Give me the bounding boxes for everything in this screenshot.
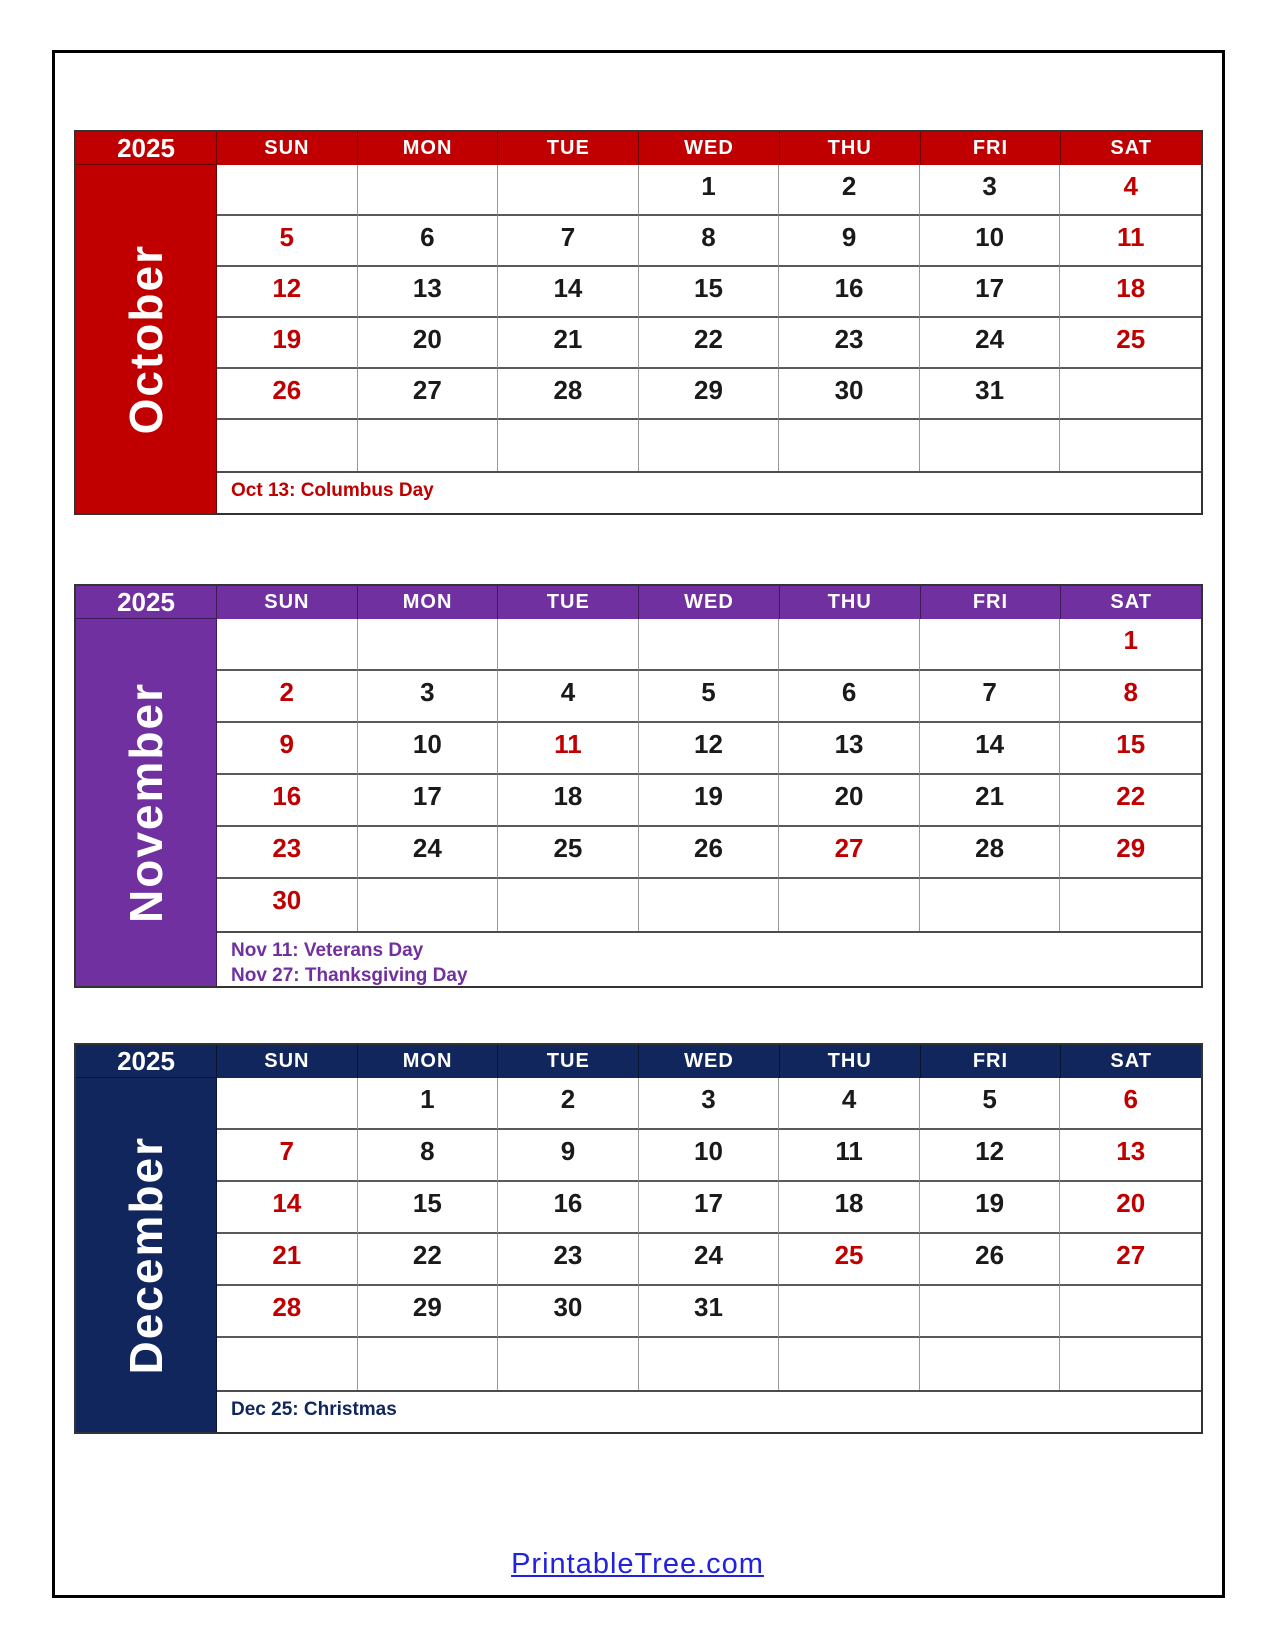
- day-cell-empty: [498, 879, 639, 931]
- month-label-text: November: [120, 682, 172, 923]
- day-cell-empty: [779, 879, 920, 931]
- day-header-sat: SAT: [1110, 137, 1152, 159]
- day-cell-28: 28: [217, 1286, 358, 1338]
- day-cell-22: 22: [1060, 775, 1201, 827]
- day-cell-empty: [639, 879, 780, 931]
- day-cell-29: 29: [639, 369, 780, 420]
- month-label: [76, 619, 217, 986]
- day-cell-empty: [498, 1338, 639, 1390]
- day-cell-empty: [1060, 420, 1201, 471]
- day-cell-11: 11: [779, 1130, 920, 1182]
- day-cell-5: 5: [217, 216, 358, 267]
- day-cell-25: 25: [1060, 318, 1201, 369]
- day-cell-empty: [920, 879, 1061, 931]
- day-cell-17: 17: [920, 267, 1061, 318]
- day-cell-9: 9: [217, 723, 358, 775]
- day-cell-13: 13: [358, 267, 499, 318]
- day-cell-17: 17: [639, 1182, 780, 1234]
- day-cell-21: 21: [498, 318, 639, 369]
- day-cell-empty: [779, 420, 920, 471]
- day-cell-8: 8: [639, 216, 780, 267]
- holiday-note: Nov 27: Thanksgiving Day: [231, 965, 468, 986]
- holiday-note: Oct 13: Columbus Day: [231, 480, 434, 501]
- day-header-fri: FRI: [921, 1045, 1062, 1078]
- day-cell-empty: [1060, 1338, 1201, 1390]
- day-header-sat: SAT: [1110, 591, 1152, 613]
- year-label: 2025: [76, 1045, 217, 1078]
- day-cell-2: 2: [217, 671, 358, 723]
- day-cell-10: 10: [920, 216, 1061, 267]
- day-cell-empty: [217, 619, 358, 671]
- day-cell-25: 25: [498, 827, 639, 879]
- day-cell-3: 3: [358, 671, 499, 723]
- day-header-sun: SUN: [217, 132, 358, 165]
- day-cell-6: 6: [1060, 1078, 1201, 1130]
- day-cell-empty: [1060, 1286, 1201, 1338]
- day-header-thu: THU: [780, 1045, 921, 1078]
- day-cell-29: 29: [1060, 827, 1201, 879]
- day-cell-empty: [358, 1338, 499, 1390]
- day-cell-8: 8: [358, 1130, 499, 1182]
- calendar-header: [76, 1045, 1201, 1078]
- holiday-notes: [217, 1392, 1201, 1432]
- day-cell-24: 24: [920, 318, 1061, 369]
- day-cell-20: 20: [358, 318, 499, 369]
- calendar-header: [76, 586, 1201, 619]
- day-cell-empty: [358, 619, 499, 671]
- day-cell-30: 30: [779, 369, 920, 420]
- day-header-mon: MON: [358, 132, 499, 165]
- month-grid: [217, 1078, 1201, 1392]
- day-cell-15: 15: [639, 267, 780, 318]
- day-cell-29: 29: [358, 1286, 499, 1338]
- day-cell-empty: [358, 879, 499, 931]
- day-header-wed: WED: [639, 132, 780, 165]
- day-cell-13: 13: [779, 723, 920, 775]
- day-cell-23: 23: [779, 318, 920, 369]
- day-cell-13: 13: [1060, 1130, 1201, 1182]
- day-cell-27: 27: [779, 827, 920, 879]
- day-header-wed: WED: [639, 1045, 780, 1078]
- day-cell-2: 2: [498, 1078, 639, 1130]
- day-cell-empty: [217, 165, 358, 216]
- year-label: 2025: [76, 132, 217, 165]
- day-cell-27: 27: [358, 369, 499, 420]
- day-cell-5: 5: [639, 671, 780, 723]
- day-cell-20: 20: [779, 775, 920, 827]
- calendar-october: [74, 130, 1203, 515]
- day-header-thu: THU: [780, 132, 921, 165]
- month-label: [76, 165, 217, 513]
- day-cell-empty: [1060, 369, 1201, 420]
- day-cell-21: 21: [217, 1234, 358, 1286]
- holiday-notes: [217, 933, 1201, 986]
- day-cell-empty: [639, 1338, 780, 1390]
- day-cell-7: 7: [920, 671, 1061, 723]
- day-cell-23: 23: [217, 827, 358, 879]
- day-cell-26: 26: [920, 1234, 1061, 1286]
- day-cell-14: 14: [217, 1182, 358, 1234]
- day-cell-2: 2: [779, 165, 920, 216]
- day-cell-27: 27: [1060, 1234, 1201, 1286]
- day-cell-15: 15: [1060, 723, 1201, 775]
- month-grid: [217, 165, 1201, 473]
- day-cell-18: 18: [498, 775, 639, 827]
- day-cell-18: 18: [1060, 267, 1201, 318]
- day-cell-empty: [920, 1338, 1061, 1390]
- day-cell-24: 24: [358, 827, 499, 879]
- printabletree-link[interactable]: PrintableTree.com: [511, 1548, 764, 1580]
- year-label: 2025: [76, 586, 217, 619]
- day-cell-12: 12: [920, 1130, 1061, 1182]
- footer: [0, 1548, 1275, 1581]
- day-cell-19: 19: [217, 318, 358, 369]
- day-cell-3: 3: [639, 1078, 780, 1130]
- day-cell-12: 12: [217, 267, 358, 318]
- holiday-note: Nov 11: Veterans Day: [231, 940, 424, 961]
- day-header-tue: TUE: [498, 132, 639, 165]
- day-cell-21: 21: [920, 775, 1061, 827]
- day-cell-11: 11: [1060, 216, 1201, 267]
- day-cell-22: 22: [358, 1234, 499, 1286]
- day-cell-12: 12: [639, 723, 780, 775]
- calendar-december: [74, 1043, 1203, 1434]
- day-header-tue: TUE: [498, 1045, 639, 1078]
- day-cell-30: 30: [217, 879, 358, 931]
- day-cell-11: 11: [498, 723, 639, 775]
- day-cell-26: 26: [217, 369, 358, 420]
- day-cell-24: 24: [639, 1234, 780, 1286]
- day-cell-26: 26: [639, 827, 780, 879]
- day-cell-9: 9: [498, 1130, 639, 1182]
- day-cell-1: 1: [1060, 619, 1201, 671]
- day-cell-empty: [779, 1286, 920, 1338]
- day-cell-empty: [498, 420, 639, 471]
- day-header-thu: THU: [780, 586, 921, 619]
- day-cell-28: 28: [920, 827, 1061, 879]
- day-cell-6: 6: [358, 216, 499, 267]
- day-cell-5: 5: [920, 1078, 1061, 1130]
- holiday-note: Dec 25: Christmas: [231, 1399, 397, 1420]
- day-cell-4: 4: [498, 671, 639, 723]
- day-header-wed: WED: [639, 586, 780, 619]
- day-cell-empty: [779, 1338, 920, 1390]
- day-cell-28: 28: [498, 369, 639, 420]
- day-header-sat: SAT: [1110, 1050, 1152, 1072]
- day-cell-4: 4: [1060, 165, 1201, 216]
- day-cell-empty: [920, 1286, 1061, 1338]
- day-cell-17: 17: [358, 775, 499, 827]
- day-cell-4: 4: [779, 1078, 920, 1130]
- day-cell-10: 10: [358, 723, 499, 775]
- calendar-november: [74, 584, 1203, 988]
- day-cell-empty: [1060, 879, 1201, 931]
- day-cell-31: 31: [920, 369, 1061, 420]
- month-label: [76, 1078, 217, 1432]
- day-cell-empty: [498, 165, 639, 216]
- calendar-header: [76, 132, 1201, 165]
- day-cell-22: 22: [639, 318, 780, 369]
- day-cell-16: 16: [217, 775, 358, 827]
- day-cell-empty: [498, 619, 639, 671]
- day-header-mon: MON: [358, 1045, 499, 1078]
- day-cell-9: 9: [779, 216, 920, 267]
- day-cell-7: 7: [217, 1130, 358, 1182]
- day-cell-6: 6: [779, 671, 920, 723]
- day-cell-empty: [358, 420, 499, 471]
- day-cell-19: 19: [920, 1182, 1061, 1234]
- day-cell-empty: [217, 1078, 358, 1130]
- day-cell-19: 19: [639, 775, 780, 827]
- day-header-tue: TUE: [498, 586, 639, 619]
- day-cell-8: 8: [1060, 671, 1201, 723]
- month-label-text: October: [120, 243, 172, 435]
- day-cell-empty: [217, 1338, 358, 1390]
- day-cell-14: 14: [498, 267, 639, 318]
- day-cell-1: 1: [639, 165, 780, 216]
- day-cell-23: 23: [498, 1234, 639, 1286]
- month-label-text: December: [120, 1135, 172, 1375]
- day-cell-14: 14: [920, 723, 1061, 775]
- day-cell-empty: [920, 420, 1061, 471]
- day-header-fri: FRI: [921, 586, 1062, 619]
- day-header-sun: SUN: [217, 586, 358, 619]
- day-cell-empty: [779, 619, 920, 671]
- day-header-mon: MON: [358, 586, 499, 619]
- day-cell-15: 15: [358, 1182, 499, 1234]
- day-cell-empty: [639, 420, 780, 471]
- day-header-sun: SUN: [217, 1045, 358, 1078]
- day-cell-empty: [920, 619, 1061, 671]
- day-cell-25: 25: [779, 1234, 920, 1286]
- day-cell-16: 16: [779, 267, 920, 318]
- day-cell-empty: [217, 420, 358, 471]
- day-cell-31: 31: [639, 1286, 780, 1338]
- day-header-fri: FRI: [921, 132, 1062, 165]
- day-cell-30: 30: [498, 1286, 639, 1338]
- day-cell-10: 10: [639, 1130, 780, 1182]
- day-cell-1: 1: [358, 1078, 499, 1130]
- month-grid: [217, 619, 1201, 933]
- day-cell-empty: [639, 619, 780, 671]
- day-cell-18: 18: [779, 1182, 920, 1234]
- day-cell-7: 7: [498, 216, 639, 267]
- day-cell-empty: [358, 165, 499, 216]
- day-cell-20: 20: [1060, 1182, 1201, 1234]
- day-cell-3: 3: [920, 165, 1061, 216]
- holiday-notes: [217, 473, 1201, 513]
- day-cell-16: 16: [498, 1182, 639, 1234]
